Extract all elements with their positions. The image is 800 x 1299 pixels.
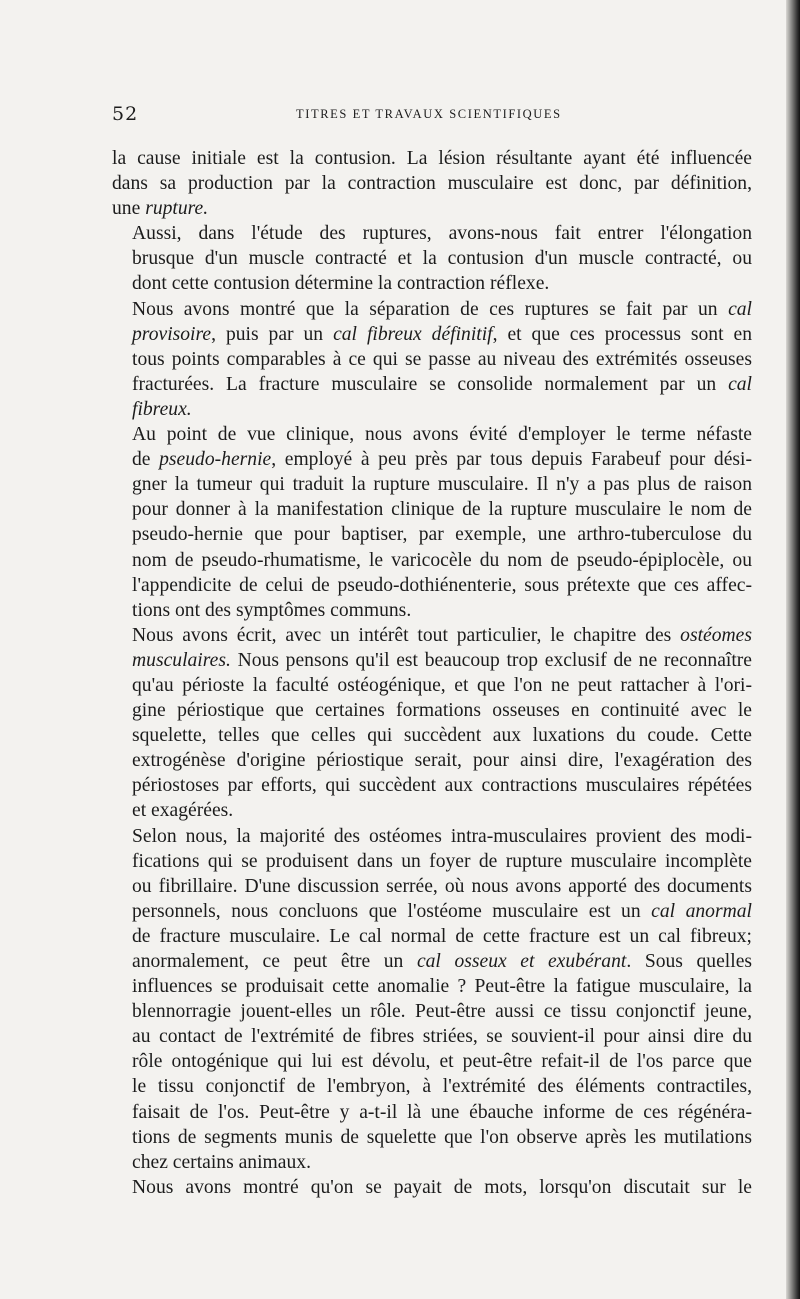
text-line: le tissu conjonctif de l'embryon, à l'extrémité des éléments contractiles, xyxy=(132,1076,752,1098)
paragraph xyxy=(112,422,752,623)
italic-text: ostéomes xyxy=(680,624,752,646)
text-line: blennorragie jouent-elles un rôle. Peut-être aussi ce tissu conjonctif jeune, xyxy=(132,1001,752,1023)
text-line: pseudo-hernie que pour baptiser, par exemple, une arthro-tuberculose du xyxy=(132,524,752,546)
text-line: qu'au périoste la faculté ostéogénique, et que l'on ne peut rattacher à l'ori- xyxy=(132,674,752,696)
paragraph xyxy=(112,146,752,221)
text-line: rôle ontogénique qui lui est dévolu, et peut-être refait-il de l'os parce que xyxy=(132,1051,752,1073)
text-line xyxy=(112,397,752,422)
text-line: nom de pseudo-rhumatisme, le varicocèle du nom de pseudo-épiplocèle, ou xyxy=(132,549,752,571)
text-line: squelette, telles que celles qui succèdent aux luxations du coude. Cette xyxy=(132,725,752,747)
text-line: dans sa production par la contraction musculaire est donc, par définition, xyxy=(112,173,752,195)
body-text xyxy=(112,146,752,1200)
text-line: brusque d'un muscle contracté et la contusion d'un muscle contracté, ou xyxy=(132,248,752,270)
text-line: tions ont des symptômes communs. xyxy=(132,599,412,621)
text-line: fracturées. La fracture musculaire se consolide normalement par un cal xyxy=(132,373,752,395)
text-line: Nous avons écrit, avec un intérêt tout particulier, le chapitre des ostéomes xyxy=(132,624,752,646)
italic-text: cal fibreux définitif xyxy=(333,323,493,345)
italic-text: musculaires. xyxy=(132,649,231,671)
running-title: TITRES ET TRAVAUX SCIENTIFIQUES xyxy=(296,107,562,121)
text-line: l'appendicite de celui de pseudo-dothiénenterie, sous prétexte que ces affec- xyxy=(132,574,752,596)
text-line: une rupture. xyxy=(112,198,209,220)
text-line: faisait de l'os. Peut-être y a-t-il là une ébauche informe de ces régénéra- xyxy=(132,1101,752,1123)
text-line: dont cette contusion détermine la contraction réflexe. xyxy=(132,273,550,295)
italic-text: cal xyxy=(728,298,752,320)
text-line: ou fibrillaire. D'une discussion serrée, où nous avons apporté des documents xyxy=(132,875,752,897)
page-header xyxy=(112,103,752,129)
text-line: Nous avons montré que la séparation de ces ruptures se fait par un cal xyxy=(132,298,752,320)
text-line: Selon nous, la majorité des ostéomes intra-musculaires provient des modi- xyxy=(132,825,752,847)
text-line: de pseudo-hernie, employé à peu près par tous depuis Farabeuf pour dési- xyxy=(132,449,752,471)
paragraph xyxy=(112,623,752,824)
italic-text: pseudo-hernie xyxy=(159,449,272,471)
italic-text: provisoire xyxy=(132,323,212,345)
text-line: extrogénèse d'origine périostique serait, pour ainsi dire, l'exagération des xyxy=(132,750,752,772)
italic-text: cal osseux et exubérant xyxy=(416,951,627,972)
paragraph xyxy=(112,1175,752,1200)
text-line: pour donner à la manifestation clinique de la rupture musculaire le nom de xyxy=(132,499,752,521)
text-line: de fracture musculaire. Le cal normal de cette fracture est un cal fibreux; xyxy=(132,925,752,947)
page-edge-shadow xyxy=(786,0,800,1299)
text-line: chez certains animaux. xyxy=(132,1151,311,1173)
text-line: anormalement, ce peut être un cal osseux et exubérant. Sous quelles xyxy=(132,951,753,972)
text-line: la cause initiale est la contusion. La lésion résultante ayant été influencée xyxy=(112,148,752,169)
text-line: et exagérées. xyxy=(132,800,234,822)
text-line: tions de segments munis de squelette que l'on observe après les mutilations xyxy=(132,1126,752,1148)
text-line: influences se produisait cette anomalie ? Peut-être la fatigue musculaire, la xyxy=(132,976,752,998)
text-line: Au point de vue clinique, nous avons évité d'employer le terme néfaste xyxy=(132,424,752,446)
italic-text: fibreux. xyxy=(132,398,192,420)
italic-text: rupture. xyxy=(145,198,209,220)
text-line: gner la tumeur qui traduit la rupture musculaire. Il n'y a pas plus de raison xyxy=(132,474,752,496)
paragraph xyxy=(112,824,752,1175)
text-line: musculaires. Nous pensons qu'il est beaucoup trop exclusif de ne reconnaître xyxy=(132,649,752,671)
text-line: au contact de l'extrémité de fibres striées, se souvient-il pour ainsi dire du xyxy=(132,1026,752,1048)
text-line: provisoire, puis par un cal fibreux définitif, et que ces processus sont en xyxy=(132,323,752,345)
page-number: 52 xyxy=(112,103,139,125)
text-line: Aussi, dans l'étude des ruptures, avons-nous fait entrer l'élongation xyxy=(132,223,752,245)
text-line: personnels, nous concluons que l'ostéome musculaire est un cal anormal xyxy=(132,900,752,922)
italic-text: cal anormal xyxy=(651,900,752,922)
text-line: fications qui se produisent dans un foyer de rupture musculaire incomplète xyxy=(132,850,752,872)
italic-text: cal xyxy=(728,373,752,395)
text-line: Nous avons montré qu'on se payait de mots, lorsqu'on discutait sur le xyxy=(132,1176,752,1198)
text-line: tous points comparables à ce qui se passe au niveau des extrémités osseuses xyxy=(132,348,752,370)
text-line: périostoses par efforts, qui succèdent aux contractions musculaires répétées xyxy=(132,775,752,797)
text-line: gine périostique que certaines formations osseuses en continuité avec le xyxy=(132,700,752,722)
paragraph xyxy=(112,297,752,422)
paragraph xyxy=(112,221,752,296)
